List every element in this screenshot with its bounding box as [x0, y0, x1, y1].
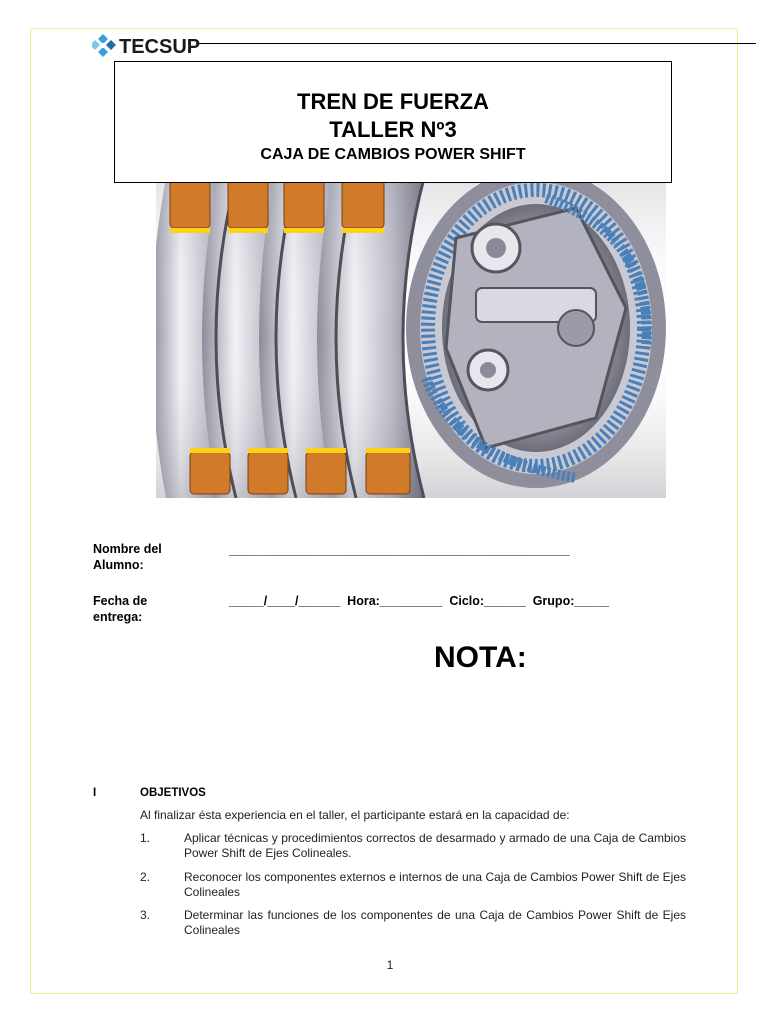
- title-main: TREN DE FUERZA: [297, 89, 489, 114]
- objective-text: Determinar las funciones de los componentes de una Caja de Cambios Power Shift de Ejes Colineales: [184, 908, 686, 937]
- student-name-label: Nombre del Alumno:: [93, 542, 162, 572]
- grade-label: NOTA:: [434, 641, 527, 674]
- objective-number: 1.: [140, 831, 151, 845]
- title-box: [114, 61, 672, 183]
- objective-number: 2.: [140, 870, 151, 884]
- tecsup-logo: [92, 33, 202, 59]
- page-number: 1: [386, 958, 394, 972]
- tecsup-emblem-icon: [92, 34, 116, 57]
- title-taller: TALLER Nº3: [329, 117, 457, 142]
- title-subtitle: CAJA DE CAMBIOS POWER SHIFT: [260, 146, 526, 163]
- section-intro: Al finalizar ésta experiencia en el taller, el participante estará en la capacidad de:: [140, 808, 570, 822]
- section-title: OBJETIVOS: [140, 787, 206, 799]
- delivery-date-field[interactable]: _____/____/______ Hora:_________ Ciclo:______ Grupo:_____: [229, 594, 610, 608]
- delivery-date-label: Fecha de entrega:: [93, 594, 148, 624]
- svg-text:TECSUP: TECSUP: [119, 36, 201, 58]
- transmission-photo: [156, 178, 666, 498]
- section-number: I: [93, 787, 97, 799]
- objective-text: Aplicar técnicas y procedimientos correctos de desarmado y armado de una Caja de Cambios Power Shift de Ejes Colineales.: [184, 831, 686, 860]
- objective-text: Reconocer los componentes externos e internos de una Caja de Cambios Power Shift de Ejes Colineales: [184, 870, 686, 899]
- header-rule: [196, 43, 756, 44]
- student-name-field[interactable]: _________________________________________________: [229, 543, 570, 557]
- objective-number: 3.: [140, 908, 151, 922]
- planetary-housing: [406, 178, 666, 488]
